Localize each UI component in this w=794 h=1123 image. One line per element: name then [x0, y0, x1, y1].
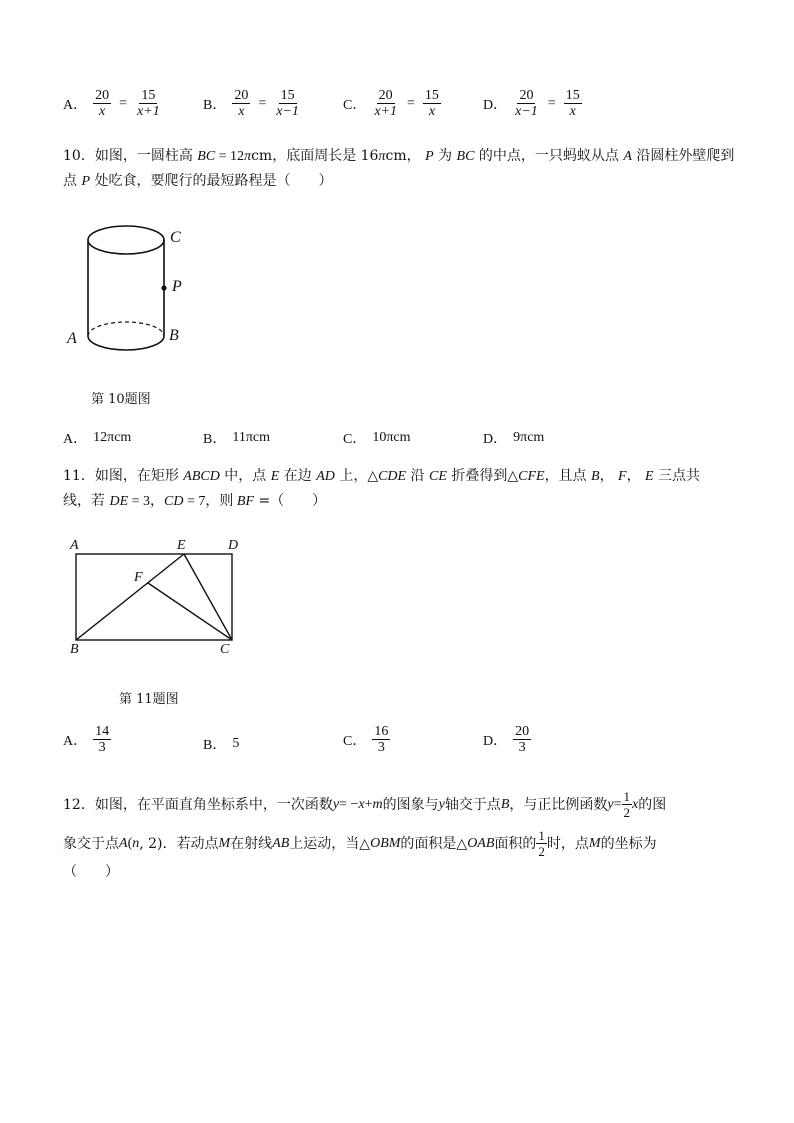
q9-option-a[interactable]: A． $\frac{20}{x}$ = $\frac{15}{x+1}$	[63, 88, 160, 119]
fraction: $\frac{20}{3}$	[515, 724, 530, 755]
segment-ec	[184, 554, 232, 640]
q9-option-b[interactable]: B． $\frac{20}{x}$ = $\frac{15}{x-1}$	[203, 88, 299, 119]
label-e: E	[177, 538, 186, 553]
fraction: $\frac{15}{x}$	[565, 88, 580, 119]
q10-text-line1: 10．如图，一圆柱高 BC = 12πcm，底面周长是 16πcm， P 为 BC 的中点，一只蚂蚁从点 A 沿圆柱外壁爬到	[63, 148, 735, 164]
label-d: D	[228, 538, 239, 553]
cylinder-bottom-back-arc	[88, 322, 164, 336]
q10-option-c[interactable]: C． 10πcm	[343, 430, 411, 447]
q10-option-a[interactable]: A． 12πcm	[63, 430, 132, 447]
label-b: B	[169, 327, 179, 344]
q12-text-line1: 12．如图，在平面直角坐标系中，一次函数 y = − x + m 的图象与 y 轴交于点 B ，与正比例函数 y = $\frac{1}{2}$ x 的图	[63, 789, 667, 820]
q10-figure-caption: 第 10题图	[91, 392, 151, 407]
q11-rectangle-figure	[66, 540, 256, 655]
segment-fc	[148, 583, 232, 640]
label-a: A	[67, 330, 77, 347]
label-p: P	[172, 278, 182, 295]
fraction: $\frac{20}{x+1}$	[374, 88, 398, 119]
fraction: $\frac{15}{x}$	[424, 88, 439, 119]
fraction: $\frac{20}{x}$	[95, 88, 110, 119]
fraction: $\frac{15}{x-1}$	[276, 88, 299, 119]
fraction: $\frac{20}{x}$	[234, 88, 249, 119]
label-c: C	[220, 642, 230, 657]
fraction: $\frac{15}{x+1}$	[137, 88, 160, 119]
fraction: $\frac{14}{3}$	[95, 724, 110, 755]
q11-option-b[interactable]: B． 5	[203, 736, 240, 753]
fraction-half: $\frac{1}{2}$	[538, 828, 545, 859]
label-a: A	[70, 538, 79, 553]
label-c: C	[170, 229, 181, 246]
label-b: B	[70, 642, 79, 657]
q11-text-line2: 线，若 DE = 3，CD = 7，则 BF =（ ）	[63, 493, 327, 509]
q11-option-a[interactable]: A． $\frac{14}{3}$	[63, 724, 110, 755]
q11-option-d[interactable]: D． $\frac{20}{3}$	[483, 724, 530, 755]
cylinder-bottom-front-arc	[88, 336, 164, 350]
q12-text-line3: （ ）	[63, 864, 119, 880]
fraction-half: $\frac{1}{2}$	[623, 789, 630, 820]
q10-option-d[interactable]: D． 9πcm	[483, 430, 545, 447]
q10-text-line2: 点 P 处吃食，要爬行的最短路程是（ ）	[63, 173, 333, 189]
q9-option-c[interactable]: C． $\frac{20}{x+1}$ = $\frac{15}{x}$	[343, 88, 439, 119]
point-p-dot	[161, 285, 166, 290]
q11-text-line1: 11．如图，在矩形 ABCD 中，点 E 在边 AD 上，△CDE 沿 CE 折叠得到△CFE，且点 B， F， E 三点共	[63, 468, 701, 484]
q12-text-line2: 象交于点 A ( n , 2)．若动点 M 在射线 AB 上运动，当△ OBM 的面积是△ OAB 面积的 $\frac{1}{2}$ 时，点 M 的坐标为	[63, 828, 657, 859]
label-f: F	[134, 570, 143, 585]
q10-option-b[interactable]: B． 11πcm	[203, 430, 270, 447]
q11-figure-caption: 第 11题图	[119, 692, 179, 707]
fraction: $\frac{16}{3}$	[374, 724, 389, 755]
fraction: $\frac{20}{x-1}$	[515, 88, 538, 119]
q11-option-c[interactable]: C． $\frac{16}{3}$	[343, 724, 389, 755]
cylinder-top-ellipse	[88, 226, 164, 254]
q9-option-d[interactable]: D． $\frac{20}{x-1}$ = $\frac{15}{x}$	[483, 88, 580, 119]
